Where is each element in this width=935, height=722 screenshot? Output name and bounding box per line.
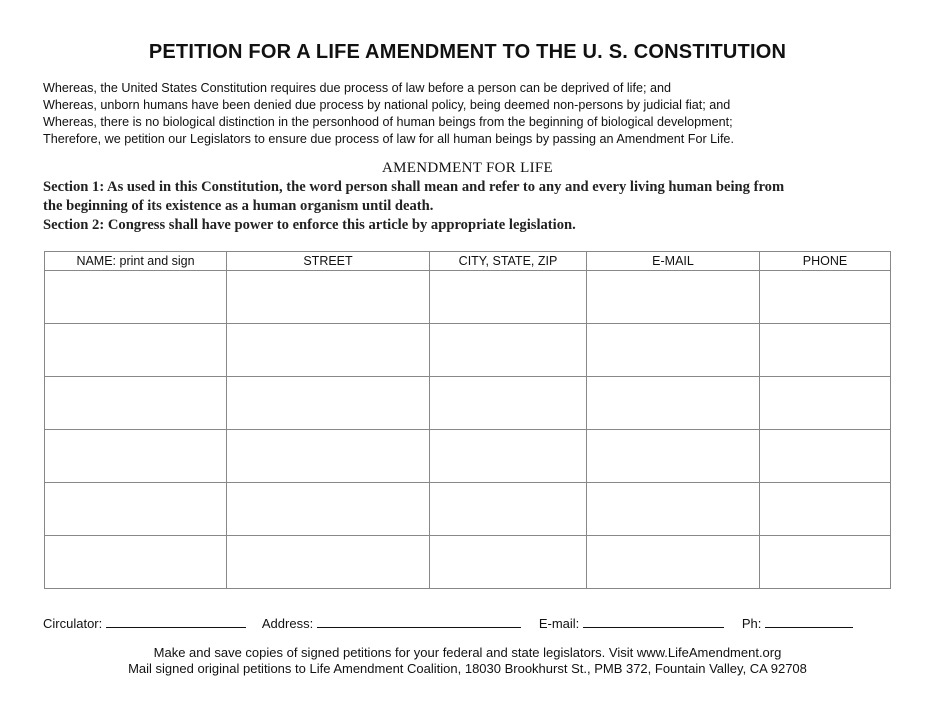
email-cell[interactable] [587,483,760,536]
section-line: Section 2: Congress shall have power to enforce this article by appropriate legislation. [43,217,576,233]
phone-label: Ph: [741,616,762,631]
city-cell[interactable] [430,430,587,483]
column-header-phone: PHONE [760,252,891,271]
name-cell[interactable] [45,536,227,589]
street-cell[interactable] [227,536,430,589]
city-cell[interactable] [430,271,587,324]
amendment-sections [43,178,923,235]
email-cell[interactable] [587,536,760,589]
address-label: Address: [261,616,314,631]
name-cell[interactable] [45,324,227,377]
street-cell[interactable] [227,271,430,324]
name-cell[interactable] [45,377,227,430]
column-header-street: STREET [227,252,430,271]
street-cell[interactable] [227,430,430,483]
signature-rows [45,271,891,589]
city-cell[interactable] [430,536,587,589]
phone-cell[interactable] [760,483,891,536]
whereas-clauses [43,80,923,148]
email-blank[interactable] [583,615,724,628]
phone-cell[interactable] [760,271,891,324]
street-cell[interactable] [227,483,430,536]
email-cell[interactable] [587,377,760,430]
email-label: E-mail: [538,616,580,631]
name-cell[interactable] [45,271,227,324]
email-cell[interactable] [587,271,760,324]
table-row [45,324,891,377]
table-row [45,483,891,536]
city-cell[interactable] [430,483,587,536]
phone-cell[interactable] [760,377,891,430]
copies-note: Make and save copies of signed petitions for your federal and state legislators. Visit www.LifeAmendment.org [153,645,782,660]
whereas-line: Whereas, the United States Constitution requires due process of law before a person can be deprived of life; and [43,81,671,95]
name-cell[interactable] [45,483,227,536]
phone-cell[interactable] [760,324,891,377]
email-cell[interactable] [587,324,760,377]
address-blank[interactable] [317,615,521,628]
phone-blank[interactable] [765,615,853,628]
column-header-name: NAME: print and sign [45,252,227,271]
city-cell[interactable] [430,377,587,430]
mail-note: Mail signed original petitions to Life Amendment Coalition, 18030 Brookhurst St., PMB 372, Fountain Valley, CA 92708 [128,661,807,676]
circulator-label: Circulator: [43,616,103,631]
section-line: the beginning of its existence as a human organism until death. [43,198,434,214]
table-row [45,377,891,430]
city-cell[interactable] [430,324,587,377]
phone-cell[interactable] [760,536,891,589]
table-header-row [45,252,891,271]
table-row [45,271,891,324]
column-header-city: CITY, STATE, ZIP [430,252,587,271]
column-header-email: E-MAIL [587,252,760,271]
circulator-line [43,615,903,631]
table-row [45,536,891,589]
amendment-heading: AMENDMENT FOR LIFE [382,160,553,176]
petition-title: PETITION FOR A LIFE AMENDMENT TO THE U. S. CONSTITUTION [148,41,787,63]
therefore-line: Therefore, we petition our Legislators to ensure due process of law for all human beings by passing an Amendment For Life. [43,132,734,146]
phone-cell[interactable] [760,430,891,483]
table-row [45,430,891,483]
signature-table [44,251,891,589]
street-cell[interactable] [227,324,430,377]
whereas-line: Whereas, unborn humans have been denied due process by national policy, being deemed non-persons by judicial fiat; and [43,98,731,112]
email-cell[interactable] [587,430,760,483]
whereas-line: Whereas, there is no biological distinction in the personhood of human beings from the beginning of biological development; [43,115,733,129]
name-cell[interactable] [45,430,227,483]
circulator-blank[interactable] [106,615,246,628]
section-line: Section 1: As used in this Constitution, the word person shall mean and refer to any and every living human being from [43,179,785,195]
street-cell[interactable] [227,377,430,430]
